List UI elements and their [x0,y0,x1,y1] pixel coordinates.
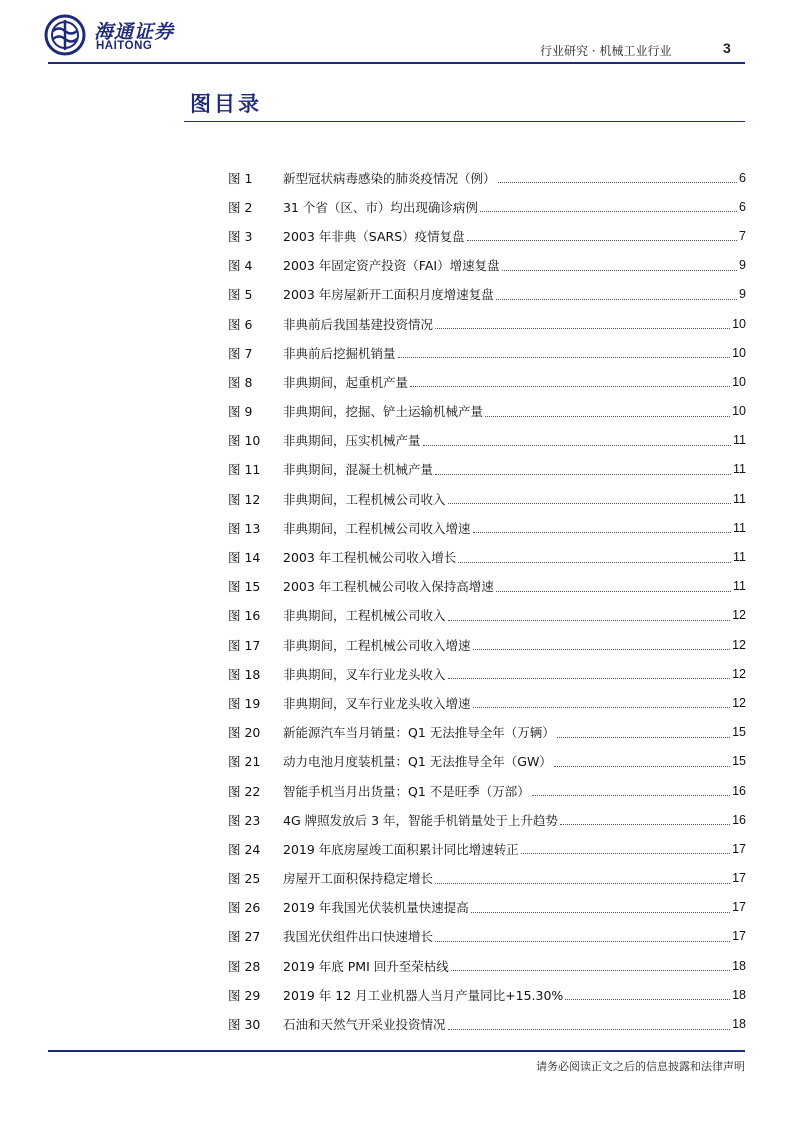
dot-leader [410,386,730,387]
toc-entry[interactable] [228,367,746,396]
figure-page: 10 [732,374,746,389]
toc-entry[interactable] [228,251,746,280]
figure-page: 12 [732,637,746,652]
figure-page: 6 [739,170,746,185]
figure-number: 图 12 [228,491,261,507]
footer-divider [48,1050,745,1052]
figure-number: 图 25 [228,871,261,887]
dot-leader [480,211,737,212]
figure-number: 图 29 [228,987,261,1003]
figure-number: 图 26 [228,900,261,916]
figure-caption: 非典期间，工程机械公司收入 [283,491,446,507]
toc-entry[interactable] [228,630,746,659]
figure-page: 9 [739,287,746,302]
figure-caption: 我国光伏组件出口快速增长 [283,929,434,945]
figure-caption: 非典前后我国基建投资情况 [283,316,434,332]
dot-leader [498,182,738,183]
figure-number: 图 21 [228,754,261,770]
figure-number: 图 27 [228,929,261,945]
figure-number: 图 20 [228,725,261,741]
toc-entry[interactable] [228,484,746,513]
figure-page: 11 [733,550,746,565]
dot-leader [496,299,737,300]
toc-entry[interactable] [228,542,746,571]
figure-list [228,163,746,1039]
toc-entry[interactable] [228,572,746,601]
figure-page: 11 [733,491,746,506]
toc-entry[interactable] [228,893,746,922]
toc-entry[interactable] [228,280,746,309]
figure-number: 图 28 [228,958,261,974]
toc-entry[interactable] [228,776,746,805]
figure-caption: 2003 年房屋新开工面积月度增速复盘 [283,287,494,303]
dot-leader [451,970,730,971]
toc-entry[interactable] [228,864,746,893]
dot-leader [448,1029,731,1030]
dot-leader [473,707,731,708]
figure-caption: 动力电池月度装机量：Q1 无法推导全年（GW） [283,754,552,770]
dot-leader [473,649,731,650]
figure-caption: 非典期间，工程机械公司收入 [283,608,446,624]
figure-caption: 新型冠状病毒感染的肺炎疫情况（例） [283,170,496,186]
figure-caption: 非典前后挖掘机销量 [283,345,396,361]
figure-page: 6 [739,199,746,214]
dot-leader [435,328,730,329]
figure-number: 图 15 [228,579,261,595]
toc-entry[interactable] [228,455,746,484]
figure-page: 12 [732,666,746,681]
dot-leader [565,999,730,1000]
figure-number: 图 8 [228,374,253,390]
dot-leader [557,737,730,738]
dot-leader [398,357,731,358]
figure-number: 图 18 [228,666,261,682]
title-divider [184,121,745,122]
dot-leader [560,824,730,825]
figure-caption: 非典期间，挖掘、铲土运输机械产量 [283,404,484,420]
toc-entry[interactable] [228,922,746,951]
figure-number: 图 11 [228,462,261,478]
figure-caption: 房屋开工面积保持稳定增长 [283,871,434,887]
dot-leader [458,562,731,563]
dot-leader [448,620,731,621]
dot-leader [502,270,737,271]
figure-page: 17 [732,900,746,915]
dot-leader [435,941,730,942]
toc-entry[interactable] [228,426,746,455]
figure-caption: 2003 年工程机械公司收入保持高增速 [283,579,494,595]
figure-page: 18 [732,987,746,1002]
toc-entry[interactable] [228,688,746,717]
figure-caption: 非典期间，压实机械产量 [283,433,421,449]
dot-leader [467,240,737,241]
figure-caption: 非典期间，起重机产量 [283,374,409,390]
toc-entry[interactable] [228,601,746,630]
figure-caption: 2003 年固定资产投资（FAI）增速复盘 [283,258,500,274]
figure-page: 10 [732,404,746,419]
figure-page: 12 [732,695,746,710]
logo-english-name: HAITONG [96,40,153,52]
figure-number: 图 9 [228,404,253,420]
toc-entry[interactable] [228,338,746,367]
logo-chinese-name: 海通证券 [94,21,175,43]
figure-page: 7 [739,228,746,243]
page-title: 图目录 [190,92,262,116]
dot-leader [471,912,730,913]
dot-leader [532,795,730,796]
figure-page: 17 [732,929,746,944]
figure-number: 图 7 [228,345,253,361]
figure-caption: 2019 年我国光伏装机量快速提高 [283,900,469,916]
dot-leader [554,766,730,767]
toc-entry[interactable] [228,192,746,221]
figure-page: 11 [733,579,746,594]
figure-number: 图 13 [228,520,261,536]
figure-number: 图 16 [228,608,261,624]
figure-caption: 新能源汽车当月销量：Q1 无法推导全年（万辆） [283,725,555,741]
figure-number: 图 30 [228,1017,261,1033]
toc-entry[interactable] [228,659,746,688]
figure-page: 18 [732,958,746,973]
figure-number: 图 23 [228,812,261,828]
figure-caption: 非典期间，工程机械公司收入增速 [283,637,471,653]
figure-page: 9 [739,258,746,273]
toc-entry[interactable] [228,163,746,192]
toc-entry[interactable] [228,834,746,863]
figure-caption: 2003 年非典（SARS）疫情复盘 [283,228,465,244]
toc-entry[interactable] [228,980,746,1009]
figure-caption: 31 个省（区、市）均出现确诊病例 [283,199,478,215]
figure-page: 12 [732,608,746,623]
figure-number: 图 22 [228,783,261,799]
dot-leader [473,532,732,533]
figure-number: 图 24 [228,841,261,857]
figure-caption: 石油和天然气开采业投资情况 [283,1017,446,1033]
figure-number: 图 17 [228,637,261,653]
figure-page: 16 [732,812,746,827]
figure-number: 图 3 [228,228,253,244]
figure-caption: 非典期间，混凝土机械产量 [283,462,434,478]
toc-entry[interactable] [228,747,746,776]
figure-caption: 2003 年工程机械公司收入增长 [283,550,457,566]
page-number: 3 [723,40,731,56]
figure-number: 图 2 [228,199,253,215]
figure-page: 15 [732,725,746,740]
figure-caption: 非典期间，叉车行业龙头收入 [283,666,446,682]
figure-number: 图 5 [228,287,253,303]
figure-page: 10 [732,316,746,331]
figure-caption: 2019 年底房屋竣工面积累计同比增速转正 [283,841,519,857]
figure-number: 图 10 [228,433,261,449]
figure-page: 17 [732,871,746,886]
figure-caption: 4G 牌照发放后 3 年，智能手机销量处于上升趋势 [283,812,559,828]
figure-number: 图 14 [228,550,261,566]
toc-entry[interactable] [228,951,746,980]
figure-page: 18 [732,1017,746,1032]
toc-entry[interactable] [228,513,746,542]
dot-leader [423,445,732,446]
toc-entry[interactable] [228,221,746,250]
footer-disclaimer: 请务必阅读正文之后的信息披露和法律声明 [536,1060,745,1073]
figure-caption: 非典期间，叉车行业龙头收入增速 [283,695,471,711]
header-divider [48,62,745,64]
figure-caption: 非典期间，工程机械公司收入增速 [283,520,471,536]
dot-leader [448,503,732,504]
figure-number: 图 6 [228,316,253,332]
dot-leader [448,678,731,679]
figure-caption: 2019 年底 PMI 回升至荣枯线 [283,958,449,974]
figure-number: 图 19 [228,695,261,711]
dot-leader [435,474,731,475]
dot-leader [496,591,731,592]
figure-number: 图 1 [228,170,253,186]
toc-entry[interactable] [228,718,746,747]
figure-caption: 智能手机当月出货量：Q1 不是旺季（万部） [283,783,530,799]
figure-page: 17 [732,841,746,856]
figure-caption: 2019 年 12 月工业机器人当月产量同比+15.30% [283,987,564,1003]
dot-leader [435,883,730,884]
toc-entry[interactable] [228,1009,746,1038]
haitong-logo-icon [44,14,86,56]
toc-entry[interactable] [228,397,746,426]
header-category: 行业研究 · 机械工业行业 [540,44,672,58]
figure-page: 11 [733,462,746,477]
figure-page: 16 [732,783,746,798]
figure-page: 11 [733,520,746,535]
figure-page: 10 [732,345,746,360]
figure-page: 11 [733,433,746,448]
dot-leader [485,416,730,417]
dot-leader [521,853,730,854]
figure-number: 图 4 [228,258,253,274]
figure-page: 15 [732,754,746,769]
toc-entry[interactable] [228,805,746,834]
toc-entry[interactable] [228,309,746,338]
